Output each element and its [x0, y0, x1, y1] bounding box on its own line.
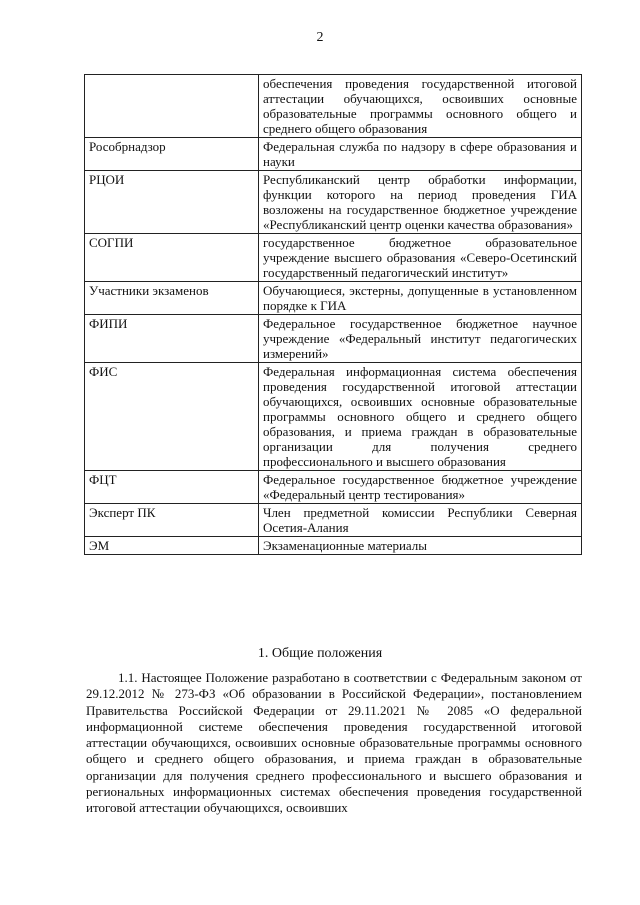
term-cell: ФИС	[85, 363, 259, 471]
table-row	[85, 75, 582, 138]
table-row	[85, 471, 582, 504]
definition-cell: Федеральная информационная система обеспечения проведения государственной итоговой аттестации обучающихся, освоивших основные образовательные программы основного общего и среднего общего образования, и приема граждан в образовательные организации для получения среднего профессионального и высшего образования	[259, 363, 582, 471]
table-row	[85, 537, 582, 555]
definition-cell: государственное бюджетное образовательное учреждение высшего образования «Северо-Осетинский государственный педагогический институт»	[259, 234, 582, 282]
section-paragraph: 1.1. Настоящее Положение разработано в соответствии с Федеральным законом от 29.12.2012 № 273-ФЗ «Об образовании в Российской Федерации», постановлением Правительства Российской Федерации от 29.11.2021 № 2085 «О федеральной информационной системе обеспечения проведения государственной итоговой аттестации обучающихся, освоивших основные образовательные программы основного общего и среднего общего образования, и приема граждан в образовательные организации для получения среднего профессионального и высшего образования и региональных информационных системах обеспечения проведения государственной итоговой аттестации обучающихся, освоивших	[86, 670, 582, 816]
abbreviations-table	[84, 74, 582, 555]
definition-cell: Федеральная служба по надзору в сфере образования и науки	[259, 138, 582, 171]
table-row	[85, 234, 582, 282]
table-row	[85, 282, 582, 315]
definition-cell: Обучающиеся, экстерны, допущенные в установленном порядке к ГИА	[259, 282, 582, 315]
term-cell: Участники экзаменов	[85, 282, 259, 315]
definition-cell: Федеральное государственное бюджетное учреждение «Федеральный центр тестирования»	[259, 471, 582, 504]
table-row	[85, 504, 582, 537]
section-title: 1. Общие положения	[257, 646, 383, 661]
page-number: 2	[316, 30, 324, 45]
term-cell: Эксперт ПК	[85, 504, 259, 537]
table-row	[85, 363, 582, 471]
term-cell	[85, 75, 259, 138]
table-row	[85, 315, 582, 363]
definition-cell: Член предметной комиссии Республики Северная Осетия-Алания	[259, 504, 582, 537]
term-cell: РЦОИ	[85, 171, 259, 234]
definition-cell: Республиканский центр обработки информации, функции которого на период проведения ГИА возложены на государственное бюджетное учреждение «Республиканский центр оценки качества образования»	[259, 171, 582, 234]
definition-cell: Федеральное государственное бюджетное научное учреждение «Федеральный институт педагогических измерений»	[259, 315, 582, 363]
table-row	[85, 171, 582, 234]
term-cell: СОГПИ	[85, 234, 259, 282]
term-cell: ФЦТ	[85, 471, 259, 504]
definition-cell: Экзаменационные материалы	[259, 537, 582, 555]
term-cell: ЭМ	[85, 537, 259, 555]
definition-cell: обеспечения проведения государственной итоговой аттестации обучающихся, освоивших основные образовательные программы основного общего и среднего общего образования	[259, 75, 582, 138]
term-cell: Рособрнадзор	[85, 138, 259, 171]
table-row	[85, 138, 582, 171]
term-cell: ФИПИ	[85, 315, 259, 363]
